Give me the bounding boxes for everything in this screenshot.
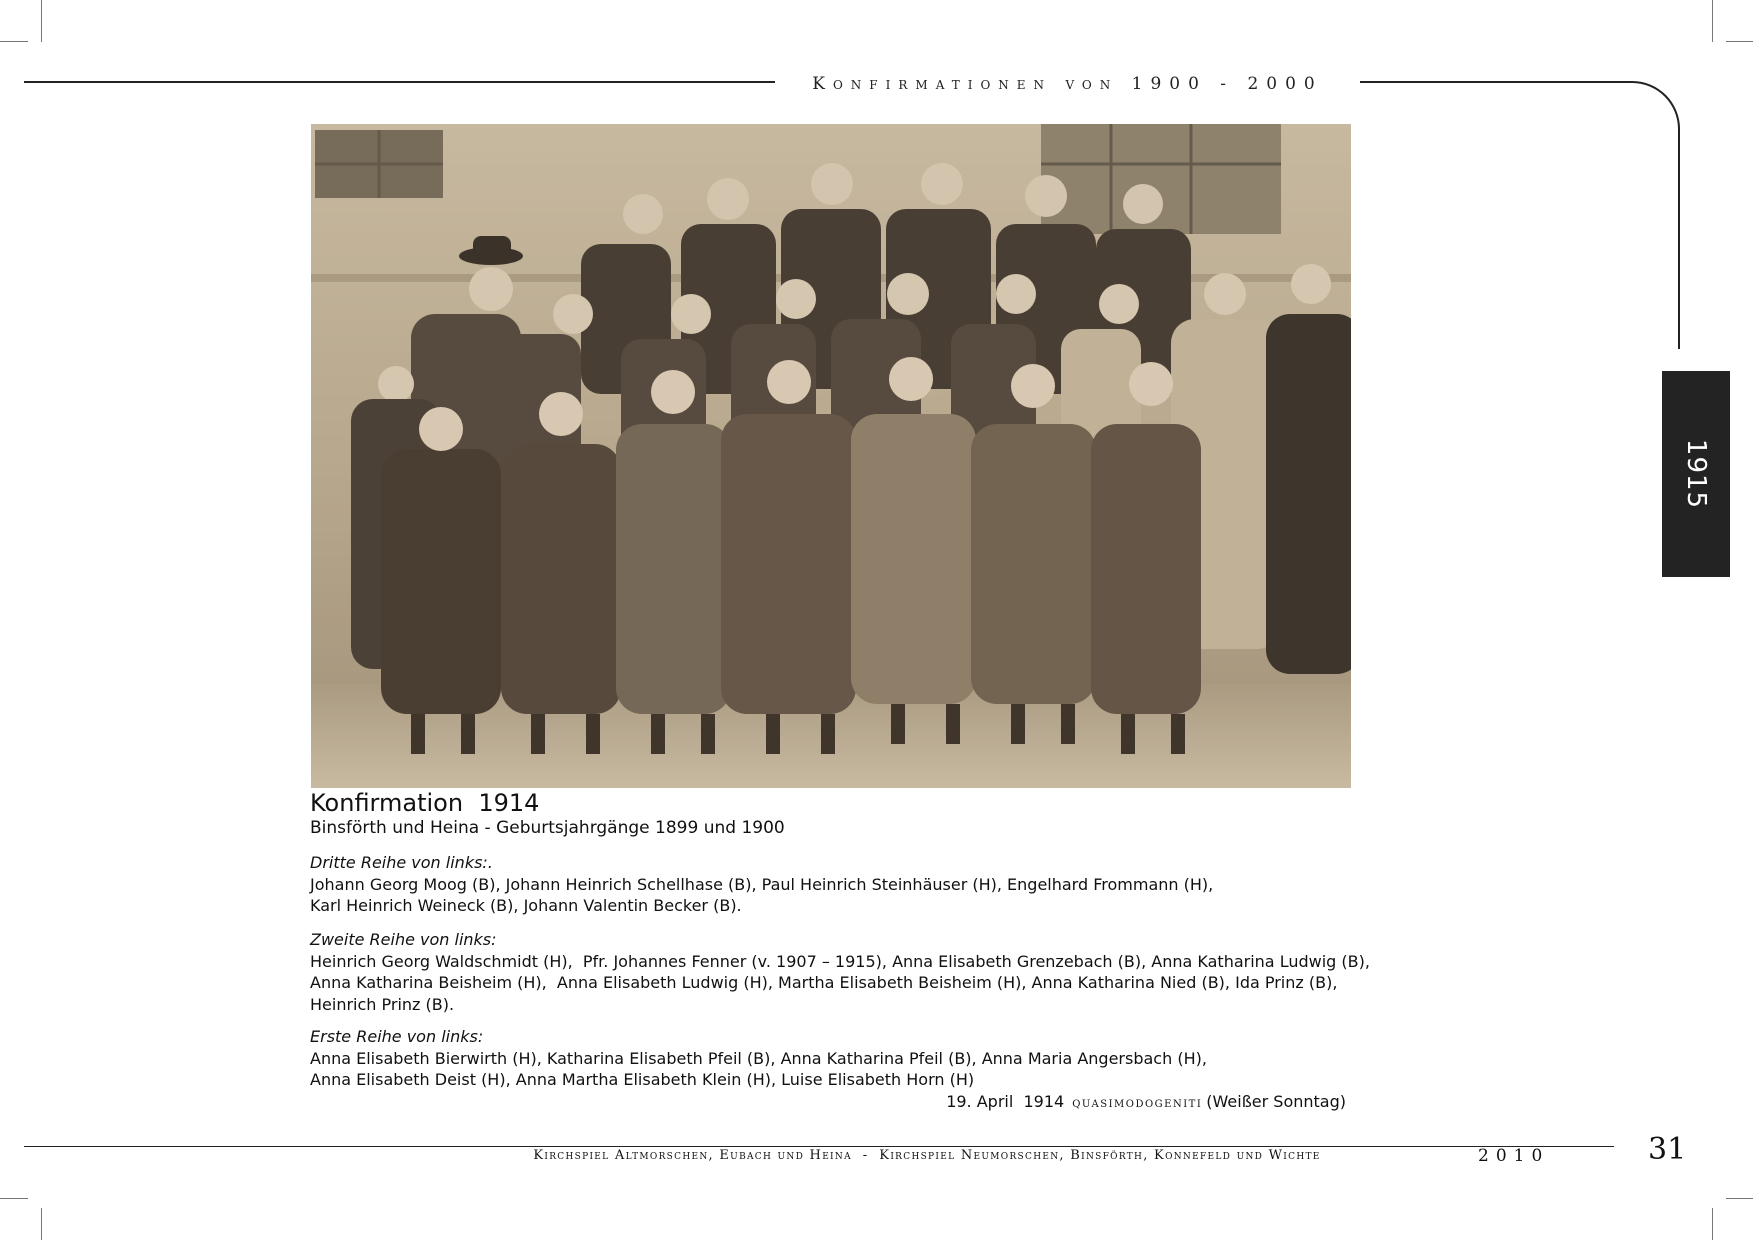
footer-parishes: Kirchspiel Altmorschen, Eubach und Heina - Kirchspiel Neumorschen, Binsförth, Konnefeld und Wichte	[533, 1148, 1321, 1163]
row-heading: Erste Reihe von links:	[310, 1027, 484, 1046]
crop-mark	[1726, 1198, 1753, 1199]
year-tab-label: 1915	[1681, 438, 1711, 510]
row-block-second	[310, 929, 1410, 1015]
row-names-line: Karl Heinrich Weineck (B), Johann Valentin Becker (B).	[310, 896, 742, 915]
crop-mark	[41, 1208, 42, 1240]
row-block-third	[310, 852, 1410, 917]
crop-mark	[41, 0, 42, 42]
header-rule-curve	[1540, 81, 1680, 349]
crop-mark	[0, 41, 28, 42]
page-number: 31	[1648, 1132, 1687, 1167]
row-names-line: Anna Elisabeth Deist (H), Anna Martha Elisabeth Klein (H), Luise Elisabeth Horn (H)	[310, 1070, 975, 1089]
group-photograph	[311, 124, 1351, 788]
crop-mark	[1712, 1208, 1713, 1240]
row-names-line: Heinrich Prinz (B).	[310, 994, 455, 1014]
feast-note: (Weißer Sonntag)	[1206, 1092, 1346, 1111]
row-heading: Zweite Reihe von links:	[310, 930, 497, 949]
caption-subtitle: Binsförth und Heina - Geburtsjahrgänge 1899 und 1900	[310, 818, 785, 838]
running-title: Konfirmationen von 1900 - 2000	[775, 72, 1360, 96]
row-names-line: Johann Georg Moog (B), Johann Heinrich Schellhase (B), Paul Heinrich Steinhäuser (H), Engelhard Frommann (H),	[310, 874, 1214, 894]
feast-name: quasimodogeniti	[1072, 1095, 1203, 1111]
row-heading: Dritte Reihe von links:.	[310, 853, 493, 872]
row-names-line: Anna Elisabeth Bierwirth (H), Katharina Elisabeth Pfeil (B), Anna Katharina Pfeil (B), Anna Maria Angersbach (H),	[310, 1048, 1207, 1068]
row-block-first	[310, 1026, 1410, 1091]
row-names-line: Heinrich Georg Waldschmidt (H), Pfr. Johannes Fenner (v. 1907 – 1915), Anna Elisabeth Grenzebach (B), Anna Katharina Ludwig (B),	[310, 951, 1370, 971]
dateline	[946, 1091, 1346, 1114]
confirmation-date: 19. April 1914	[946, 1092, 1065, 1111]
crop-mark	[1726, 41, 1753, 42]
crop-mark	[0, 1198, 28, 1199]
footer-year: 2010	[1478, 1146, 1550, 1166]
year-tab	[1662, 371, 1730, 577]
crop-mark	[1712, 0, 1713, 42]
caption-title: Konfirmation 1914	[310, 789, 540, 817]
row-names-line: Anna Katharina Beisheim (H), Anna Elisabeth Ludwig (H), Martha Elisabeth Beisheim (H), Anna Katharina Nied (B), Ida Prinz (B),	[310, 973, 1338, 992]
